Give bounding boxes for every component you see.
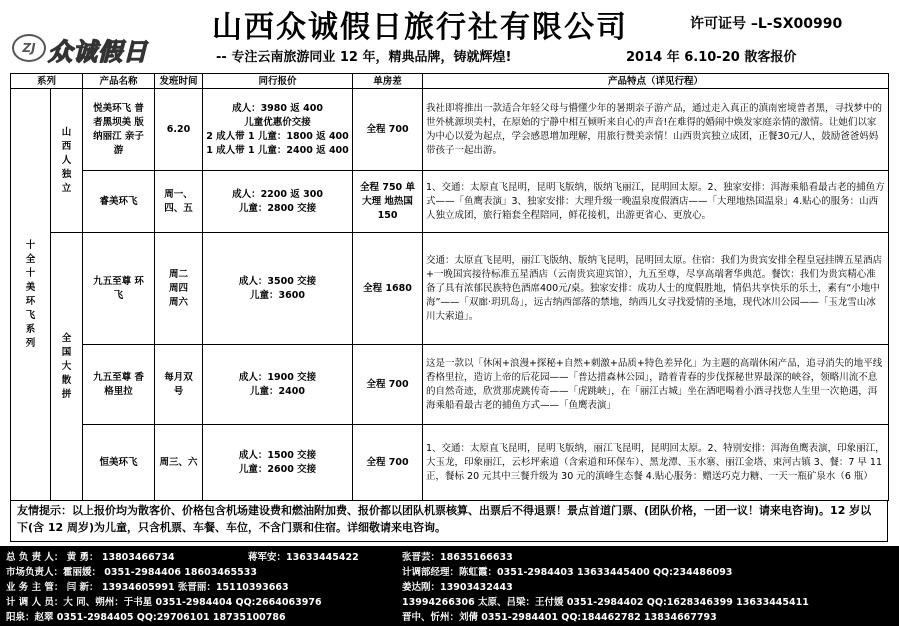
contact-footer — [0, 546, 899, 626]
table-row — [11, 233, 889, 345]
friendly-tips: 友情提示：以上报价均为散客价、价格包含机场建设费和燃油附加费、报价都以团队机票核算、出票后不得退票！景点首道门票、(团队价格，一团一议！请来电咨询)。12 岁以下(含 12 周岁)为儿童，只含机票、车餐、车位，不含门票和住宿。详细敬请来电咨询。 — [10, 500, 888, 542]
departure-time: 周一、四、五 — [155, 171, 203, 233]
contact-entry: 蒋军安：13633445422 — [248, 552, 359, 563]
product-name: 悦美环飞 普者黑坝美 版纳丽江 亲子游 — [83, 89, 155, 171]
contact-row — [0, 564, 899, 577]
product-name: 九五至尊 香格里拉 — [83, 345, 155, 425]
contact-entry: 姜达刚：13903432443 — [402, 582, 513, 593]
col-header-price: 同行报价 — [203, 74, 353, 89]
group-label: 山西人独立 — [51, 89, 83, 233]
single-supplement: 全程 700 — [353, 425, 423, 501]
product-features: 这是一款以「休闲+浪漫+探秘+自然+刺激+品质+特色差异化」为主题的高端休闲产品，追寻消失的地平线香格里拉，造访上帝的后花园——「普达措森林公园」，踏着青春的步伐探秘世界最深的峡谷，领略川流不息的自然奇迹，欣赏那虎跳传奇——「虎跳峡」，在「丽江古城」坐在酒吧喝着小酒寻找您人生里一次艳遇，洱海乘船看最古老的捕鱼方式——「鱼鹰表演」 — [423, 345, 889, 425]
departure-time: 每月双号 — [155, 345, 203, 425]
contact-entry: 总 负 责 人： 黄 勇： 13803466734 — [6, 552, 175, 563]
col-header-time: 发班时间 — [155, 74, 203, 89]
product-features: 我社即将推出一款适合年轻父母与懵懂少年的暑期亲子游产品，通过走入真正的滇南密境普者黑，寻找梦中的世外桃源坝美村，在原始的宁静中相互倾听来自心的声音!在难得的婚闹中焕发家庭亲情的激情。让她们以家为中心以爱为起点，学会感恩增加理解，用旅行赞美亲情！山西贵宾独立成团，正餐30元/人，鼓励爸爸妈妈带孩子一起出游。 — [423, 89, 889, 171]
slogan: -- 专注云南旅游同业 12 年，精典品牌，铸就辉煌! — [216, 50, 512, 65]
product-name: 睿美环飞 — [83, 171, 155, 233]
contact-row — [0, 609, 899, 622]
quote-title: 2014 年 6.10-20 散客报价 — [626, 50, 797, 65]
single-supplement: 全程 1680 — [353, 233, 423, 345]
contact-row — [0, 594, 899, 607]
departure-time: 周三、六 — [155, 425, 203, 501]
table-row — [11, 89, 889, 171]
departure-time: 周二 周四 周六 — [155, 233, 203, 345]
contact-entry: 阳泉：赵翠 0351-2984405 QQ:29706101 18735100786 — [6, 612, 286, 623]
departure-time: 6.20 — [155, 89, 203, 171]
series-label: 十全十美环飞系列 — [11, 89, 51, 501]
logo-mark: ZJ — [12, 34, 46, 62]
contact-row — [0, 549, 899, 562]
license-number: 许可证号 –L-SX00990 — [690, 16, 843, 32]
group-label: 全国大散拼 — [51, 233, 83, 501]
col-header-series: 系列 — [11, 74, 83, 89]
company-logo — [12, 30, 212, 66]
price-cell: 成人：3500 交接 儿童：3600 — [203, 233, 353, 345]
single-supplement: 全程 750 单大理 地热国 150 — [353, 171, 423, 233]
product-features: 1、交通：太原直飞昆明，昆明飞版纳，版纳飞丽江，昆明回太原。2、独家安排：洱海乘船看最古老的捕鱼方式——「鱼鹰表演」3、独家安排：大理升级一晚温泉度假酒店——「大理地热国温泉」4.贴心的服务：山西人独立成团，旅行箱套全程陪同，鲜花接机，出游更省心、更放心。 — [423, 171, 889, 233]
col-header-features: 产品特点（详见行程） — [423, 74, 889, 89]
logo-text: 众诚假日 — [48, 38, 148, 66]
price-cell: 成人：1900 交接 儿童：2400 — [203, 345, 353, 425]
contact-entry: 市场负责人：霍丽媛： 0351-2984406 18603465533 — [6, 567, 257, 578]
price-table — [10, 73, 889, 501]
product-name: 恒美环飞 — [83, 425, 155, 501]
price-cell: 成人：1500 交接 儿童：2600 交接 — [203, 425, 353, 501]
contact-entry: 13994266306 太原、吕梁：王付媛 0351-2984402 QQ:1628346399 13633445411 — [402, 597, 809, 608]
contact-entry: 计调部经理：陈虹霞：0351-2984403 13633445400 QQ:234486093 — [402, 567, 733, 578]
product-name: 九五至尊 环飞 — [83, 233, 155, 345]
col-header-single: 单房差 — [353, 74, 423, 89]
contact-entry: 业 务 主 管： 闫 新： 13934605991 张晋丽：15110393663 — [6, 582, 289, 593]
single-supplement: 全程 700 — [353, 89, 423, 171]
price-cell: 成人：2200 返 300 儿童：2800 交接 — [203, 171, 353, 233]
product-features: 1、交通：太原直飞昆明，昆明飞版纳，丽江飞昆明，昆明回太原。2、特别安排：洱海鱼鹰表演，印象丽江，大玉龙，印象丽江，云杉坪索道（含索道和环保车）、黑龙潭、玉水寨、丽江金塔、束河古镇 3、餐：7 早 11 正，餐标 20 元其中三餐升级为 30 元的滇峰生态餐 4.贴心服务：赠送巧克力糖、一天一瓶矿泉水（6 瓶） — [423, 425, 889, 501]
product-features: 交通：太原直飞昆明，丽江飞版纳、版纳飞昆明，昆明回太原。住宿：我们为贵宾安排全程皇冠挂牌五星酒店+一晚国宾接待标准五星酒店（云南贵宾迎宾馆），九五至尊，尽享高端奢华典范。餐饮：我们为贵宾精心准备了具有浓郁民族特色酒席400元/桌。独家安排：成功人士的度假胜地，情侣共享快乐的乐土，素有“小地中海”——「双廊·玥玑岛」，远古纳西部落的禁地，纳西儿女寻找爱情的圣地，现代冰川公园——「玉龙雪山冰川大索道」。 — [423, 233, 889, 345]
page-header — [0, 0, 899, 70]
contact-entry: 计 调 人 员：大 同、朔州：于书星 0351-2984404 QQ:2664063976 — [6, 597, 322, 608]
col-header-product: 产品名称 — [83, 74, 155, 89]
contact-entry: 张晋芸：18635166633 — [402, 552, 513, 563]
table-header-row — [11, 74, 889, 89]
table-row — [11, 345, 889, 425]
contact-row — [0, 579, 899, 592]
contact-entry: 晋中、忻州：刘倩 0351-2984401 QQ:184462782 13834667793 — [402, 612, 717, 623]
price-cell: 成人：3980 返 400 儿童优惠价交接 2 成人带 1 儿童：1800 返 400 1 成人带 1 儿童：2400 返 400 — [203, 89, 353, 171]
table-row — [11, 171, 889, 233]
single-supplement: 全程 700 — [353, 345, 423, 425]
table-row — [11, 425, 889, 501]
company-name: 山西众诚假日旅行社有限公司 — [212, 10, 628, 45]
